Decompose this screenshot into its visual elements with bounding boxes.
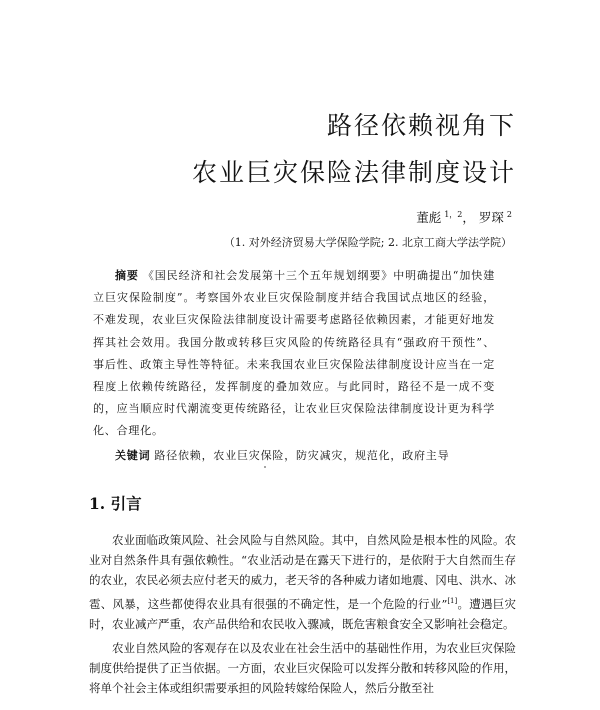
body-paragraph-2: 农业自然风险的客观存在以及农业在社会生活中的基础性作用，为农业巨灾保险制度供给提供了正当依据。一方面，农业巨灾保险可以发挥分散和转移风险的作用，将单个社会主体或组织需要承担的风险转嫁给保险人，然后分散至社 (89, 640, 516, 696)
section-heading (89, 492, 142, 514)
abstract-block (93, 265, 495, 467)
author-1-affil-marker: 1，2 (444, 209, 463, 219)
author-2-affil-marker: 2 (506, 209, 512, 219)
body-paragraph-1-text-cont: 。遭遇巨灾时，农业减产严重，农产品供给和农民收入骤减，既危害粮食安全又影响社会稳定。 (89, 596, 516, 631)
section-number: 1. (89, 494, 106, 513)
paper-title-line2: 农业巨灾保险法律制度设计 (191, 158, 516, 187)
abstract-text: 《国民经济和社会发展第十三个五年规划纲要》中明确提出“加快建立巨灾保险制度”。考察国外农业巨灾保险制度并结合我国试点地区的经验，不难发现，农业巨灾保险法律制度设计需要考虑路径依赖因素，才能更好地发挥其社会效用。我国分散或转移巨灾风险的传统路径具有“强政府干预性”、事后性、政策主导性等特征。未来我国农业巨灾保险法律制度设计应当在一定程度上依赖传统路径，发挥制度的叠加效应。与此同时，路径不是一成不变的，应当顺应时代潮流变更传统路径，让农业巨灾保险法律制度设计更为科学化、合理化。 (93, 269, 495, 438)
keywords-text: 路径依赖，农业巨灾保险，防灾减灾，规范化，政府主导 (154, 448, 450, 462)
author-separator: ， (462, 210, 475, 225)
author-1-name: 董彪 (416, 210, 442, 225)
body-paragraph-1 (89, 530, 516, 634)
keywords-paragraph (93, 445, 495, 467)
affiliations: （1. 对外经济贸易大学保险学院; 2. 北京工商大学法学院） (223, 236, 512, 249)
paper-title-line1: 路径依赖视角下 (326, 111, 516, 140)
citation-marker: [1] (447, 596, 458, 605)
stray-dot (264, 466, 266, 468)
author-2-name: 罗琛 (478, 210, 504, 225)
author-line (416, 208, 512, 226)
section-title: 引言 (110, 494, 142, 513)
body-text (89, 530, 516, 698)
abstract-label: 摘要 (115, 269, 139, 282)
body-paragraph-1-text: 农业面临政策风险、社会风险与自然风险。其中，自然风险是根本性的风险。农业对自然条件具有强依赖性。“农业活动是在露天下进行的，是依附于大自然而生存的农业，农民必须去应付老天的威力，老天爷的各种威力诸如地震、冈电、洪水、冰雹、风暴，这些都使得农业具有很强的不确定性，是一个危险的行业” (89, 533, 516, 611)
keywords-label: 关键词 (115, 448, 151, 462)
abstract-paragraph (93, 265, 495, 443)
